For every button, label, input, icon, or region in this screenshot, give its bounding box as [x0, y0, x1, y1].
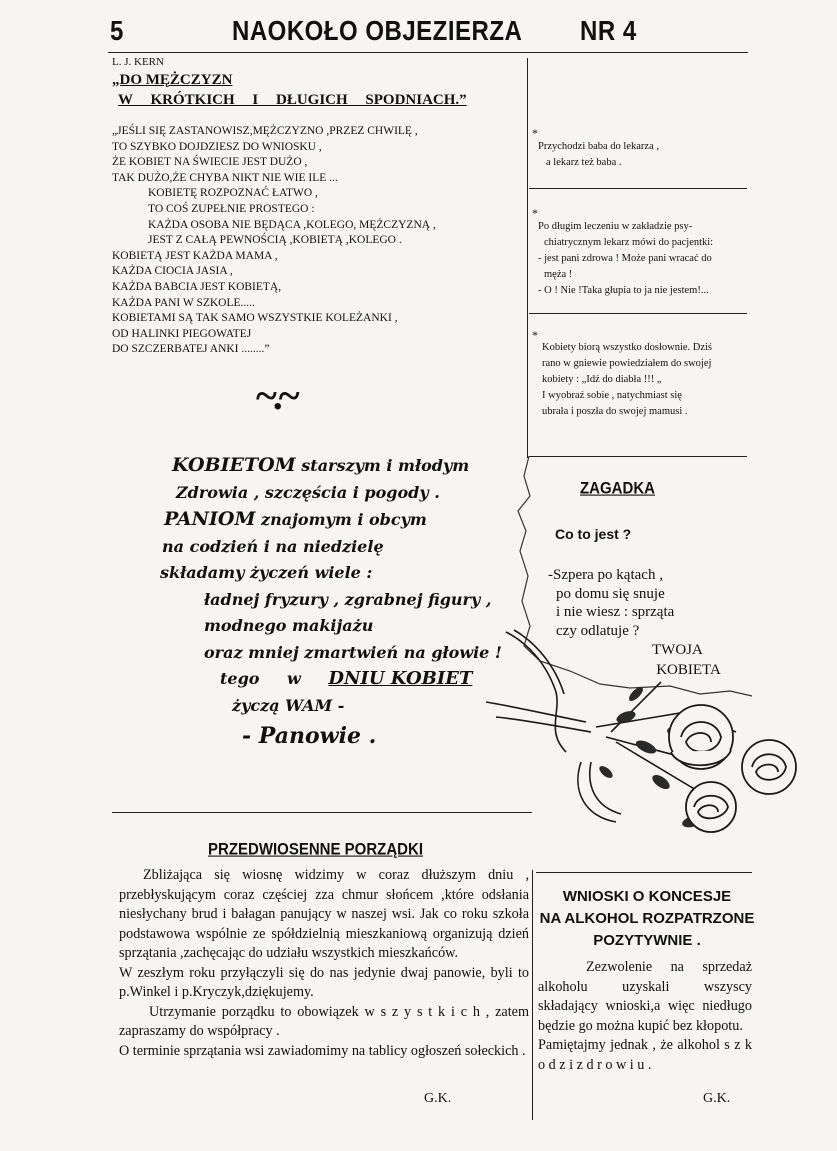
wish-line: składamy życzeń wiele :: [160, 563, 373, 582]
alcohol-title: [538, 886, 756, 952]
wish-line: życzą WAM -: [232, 695, 345, 715]
poem-line: KAŻDA OSOBA NIE BĘDĄCA ,KOLEGO, MĘŻCZYZNĄ ,: [148, 218, 436, 231]
wish-line: Zdrowia , szczęścia i pogody .: [176, 482, 440, 502]
alcohol-title-line: WNIOSKI O KONCESJE: [562, 888, 732, 905]
alcohol-article: [538, 958, 752, 1075]
womens-day-wishes: [160, 452, 530, 750]
joke-2: [538, 219, 760, 299]
wish-line: modnego makijażu: [204, 616, 374, 635]
joke-3: [542, 340, 760, 420]
joke-1: [538, 139, 748, 171]
ribbon-icon: [506, 632, 566, 752]
alcohol-paragraph: Zezwolenie na sprzedaż alkoholu uzyskali wszyscy składający wnioski,a więc niedługo będzie go można kupić bez kłopotu.: [538, 959, 752, 1034]
poem-line: KOBIETĘ ROZPOZNAĆ ŁATWO ,: [148, 187, 318, 200]
joke-line: ubrała i poszła do swojej mamusi .: [542, 406, 688, 417]
wish-emphasis: KOBIETOM: [172, 454, 296, 476]
riddle-title: ZAGADKA: [580, 479, 655, 498]
riddle-question: Co to jest ?: [555, 526, 632, 542]
cleanup-paragraph: O terminie sprzątania wsi zawiadomimy na tablicy ogłoszeń sołeckich .: [119, 1042, 526, 1059]
header-rule: [108, 52, 748, 53]
wish-line: ładnej fryzury , zgrabnej figury ,: [204, 589, 492, 609]
rose-icon: [742, 740, 796, 794]
wish-emphasis: PANIOM: [164, 508, 256, 530]
cleanup-article: [119, 866, 529, 1061]
cleanup-top-rule: [112, 812, 532, 813]
cleanup-paragraph: Utrzymanie porządku to obowiązek w s z y s t k i c h , zatem zapraszamy do współpracy .: [119, 1003, 529, 1039]
joke-star: *: [532, 206, 538, 220]
wish-signature: - Panowie .: [242, 723, 377, 749]
alcohol-signature: G.K.: [703, 1091, 731, 1106]
riddle-line: czy odlatuje ?: [556, 622, 640, 639]
riddle-sign-line: KOBIETA: [656, 662, 721, 678]
wish-line: na codzień i na niedzielę: [162, 536, 384, 556]
cleanup-paragraph: W zeszłym roku przyłączyli się do nas jedynie dwaj panowie, byli to p.Winkel i p.Kryczyk,dziękujemy.: [119, 964, 529, 1000]
separator-ornament: ~.~: [256, 373, 296, 418]
joke-line: Przychodzi baba do lekarza ,: [538, 141, 659, 152]
joke-line: - O ! Nie !Taka głupia to ja nie jestem!...: [538, 285, 709, 296]
wish-line: oraz mniej zmartwień na głowie !: [204, 642, 502, 662]
joke-divider: [529, 188, 747, 189]
poem-line: JEST Z CAŁĄ PEWNOŚCIĄ ,KOBIETĄ ,KOLEGO .: [148, 234, 402, 247]
poem-line: KAŻDA PANI W SZKOLE.....: [112, 296, 255, 309]
column-divider: [527, 58, 528, 458]
joke-line: Po długim leczeniu w zakładzie psy-: [538, 221, 693, 232]
poem-title: [112, 70, 467, 110]
poem-line: KAŻDA CIOCIA JASIA ,: [112, 265, 233, 278]
poem-line: „JEŚLI SIĘ ZASTANOWISZ,MĘŻCZYZNO ,PRZEZ CHWILĘ ,: [112, 125, 418, 137]
bottom-column-divider: [532, 870, 533, 1120]
alcohol-top-rule: [536, 872, 752, 873]
wish-line: tego w: [220, 669, 329, 688]
poem-line: TO SZYBKO DOJDZIESZ DO WNIOSKU ,: [112, 140, 322, 153]
poem-title-line: W KRÓTKICH I DŁUGICH SPODNIACH.”: [118, 92, 467, 108]
riddle-line: i nie wiesz : sprząta: [556, 604, 675, 620]
joke-line: I wyobraź sobie , natychmiast się: [542, 390, 682, 401]
rose-icon: [686, 782, 736, 832]
joke-line: rano w gniewie powiedziałem do swojej: [542, 358, 712, 369]
riddle-sign-line: TWOJA: [652, 642, 703, 658]
joke-line: męża !: [544, 269, 573, 280]
cleanup-signature: G.K.: [424, 1091, 452, 1106]
joke-star: *: [532, 328, 538, 342]
poem-author: L. J. KERN: [112, 56, 164, 68]
joke-star: *: [532, 126, 538, 140]
riddle-line: -Szpera po kątach ,: [548, 567, 663, 583]
joke-line: Kobiety biorą wszystko dosłownie. Dziś: [542, 342, 713, 353]
joke-line: kobiety : „Idź do diabła !!! „: [542, 374, 662, 385]
rose-icon: [669, 705, 733, 769]
poem-line: KOBIETAMI SĄ TAK SAMO WSZYSTKIE KOLEŻANKI ,: [112, 312, 398, 325]
alcohol-title-line: POZYTYWNIE .: [593, 932, 701, 949]
poem-body: [112, 124, 522, 358]
joke-line: a lekarz też baba .: [546, 157, 622, 168]
alcohol-title-line: NA ALKOHOL ROZPATRZONE: [539, 910, 755, 927]
poem-line: ŻE KOBIET NA ŚWIECIE JEST DUŻO ,: [112, 156, 308, 169]
poem-title-line: „DO MĘŻCZYZN: [112, 72, 233, 88]
cleanup-paragraph: Zbliżająca się wiosnę widzimy w coraz dłuższym dniu , przebłyskującym coraz częściej zza chmur słońcem ,które odsłania niesłychany brud i bałagan panujący w naszej wsi. Jak co roku szkoła podstawowa wspólnie ze spółdzielnią mieszkaniową organizują dzień sprzątania ,zachęcając do udziału wszystkich mieszkańców.: [119, 867, 529, 961]
poem-line: OD HALINKI PIEGOWATEJ: [112, 327, 252, 340]
wish-line: starszym i młodym: [295, 456, 470, 475]
cleanup-title: PRZEDWIOSENNE PORZĄDKI: [208, 840, 424, 859]
wish-emphasis: DNIU KOBIET: [328, 668, 473, 689]
poem-line: TO COŚ ZUPEŁNIE PROSTEGO :: [148, 202, 315, 215]
riddle-line: po domu się snuje: [556, 585, 665, 602]
issue-number: NR 4: [580, 15, 637, 47]
joke-line: - jest pani zdrowa ! Może pani wracać do: [538, 253, 712, 264]
joke-line: chiatrycznym lekarz mówi do pacjentki:: [544, 237, 714, 248]
roses-illustration: [486, 622, 811, 847]
page-number: 5: [110, 15, 124, 47]
poem-line: DO SZCZERBATEJ ANKI ........”: [112, 343, 270, 356]
alcohol-paragraph: Pamiętajmy jednak , że alkohol s z k o d z i z d r o w i u .: [538, 1037, 752, 1073]
newspaper-title: NAOKOŁO OBJEZIERZA: [232, 15, 523, 47]
poem-line: TAK DUŻO,ŻE CHYBA NIKT NIE WIE ILE ...: [112, 171, 338, 184]
joke-divider: [529, 313, 747, 314]
poem-line: KOBIETĄ JEST KAŻDA MAMA ,: [112, 249, 278, 262]
wish-line: znajomym i obcym: [255, 510, 427, 529]
poem-line: KAŻDA BABCIA JEST KOBIETĄ,: [112, 280, 282, 293]
